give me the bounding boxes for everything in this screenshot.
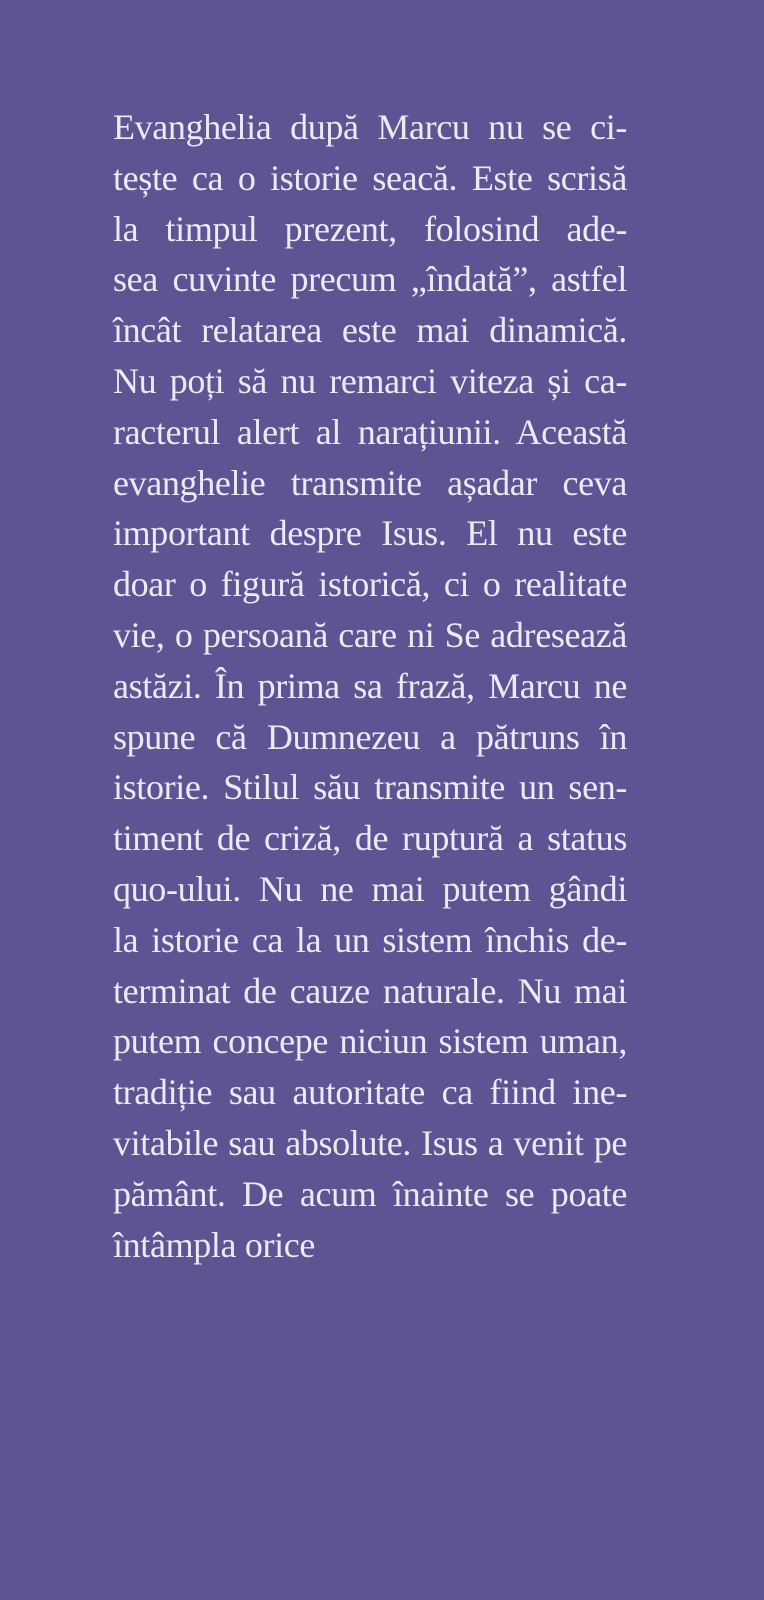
- paragraph-text: [113, 102, 627, 1270]
- text-line: pământ. De acum înainte se poate: [113, 1173, 627, 1214]
- text-line: timent de criză, de ruptură a status: [113, 818, 627, 859]
- text-line: racterul alert al narațiunii. Această: [113, 411, 627, 452]
- text-line: astăzi. În prima sa frază, Marcu ne: [113, 665, 627, 706]
- text-line: sea cuvinte precum „îndată”, astfel: [113, 259, 627, 300]
- text-line: quo-ului. Nu ne mai putem gândi: [113, 868, 627, 909]
- text-line: spune că Dumnezeu a pătruns în: [113, 716, 627, 757]
- text-line: doar o figură istorică, ci o realitate: [113, 564, 627, 605]
- text-line: putem concepe niciun sistem uman,: [113, 1021, 627, 1062]
- text-line: tește ca o istorie seacă. Este scrisă: [113, 157, 627, 198]
- text-line: istorie. Stilul său transmite un sen-: [113, 767, 627, 808]
- text-line: terminat de cauze naturale. Nu mai: [113, 970, 627, 1011]
- text-line: Nu poți să nu remarci viteza și ca-: [113, 360, 627, 401]
- text-line: evanghelie transmite așadar ceva: [113, 462, 627, 503]
- text-line: Evanghelia după Marcu nu se ci-: [113, 107, 627, 147]
- text-line: întâmpla orice: [113, 1224, 316, 1265]
- text-line: la istorie ca la un sistem închis de-: [113, 919, 627, 960]
- text-line: încât relatarea este mai dinamică.: [113, 310, 627, 351]
- text-line: vie, o persoană care ni Se adresează: [113, 614, 627, 655]
- text-line: tradiție sau autoritate ca fiind ine-: [113, 1072, 627, 1113]
- text-line: vitabile sau absolute. Isus a venit pe: [113, 1122, 627, 1163]
- text-line: la timpul prezent, folosind ade-: [113, 208, 627, 249]
- text-line: important despre Isus. El nu este: [113, 513, 627, 554]
